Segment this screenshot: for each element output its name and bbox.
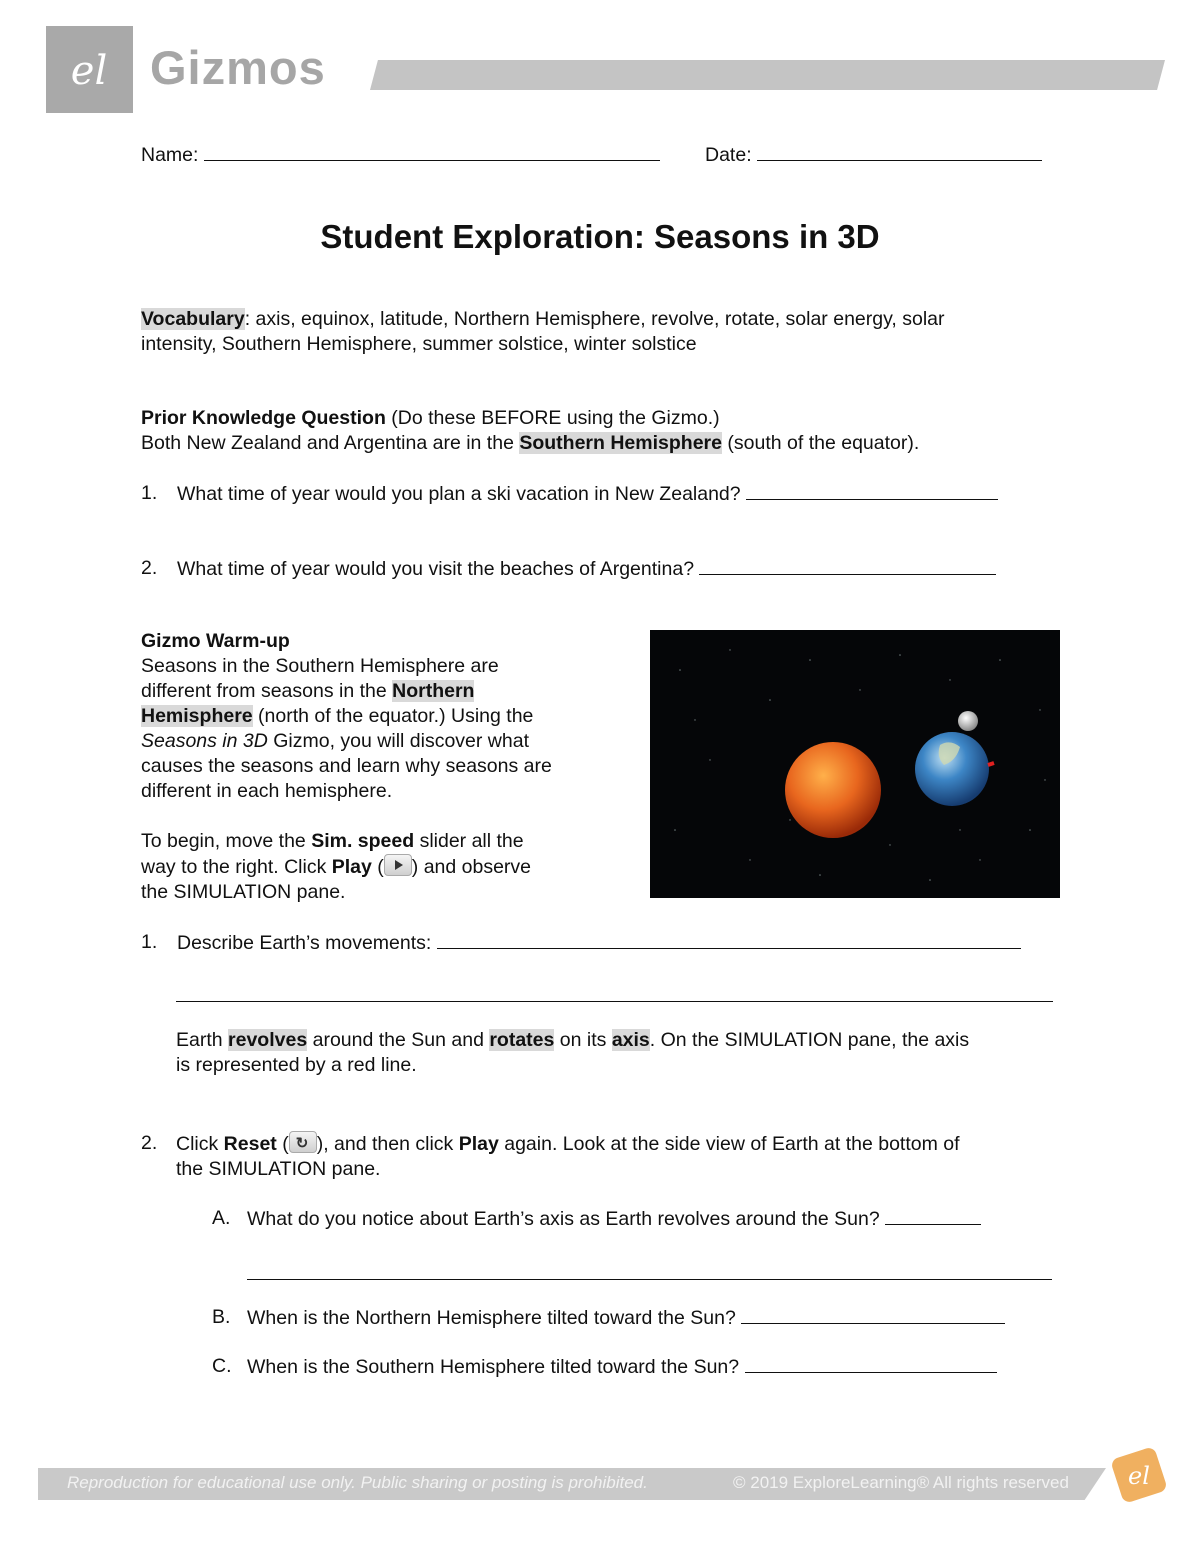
question-number: 1. xyxy=(141,482,158,504)
name-field xyxy=(141,142,660,168)
warmup-line: ) and observe xyxy=(411,856,532,878)
moon-icon xyxy=(958,711,978,731)
question-text: Click xyxy=(176,1133,224,1155)
hemisphere-term: Hemisphere xyxy=(141,705,253,727)
svg-text:el: el xyxy=(70,48,108,94)
answer-blank[interactable] xyxy=(746,481,998,500)
vocabulary-label: Vocabulary xyxy=(141,308,245,330)
vocabulary-terms-2: intensity, Southern Hemisphere, summer solstice, winter solstice xyxy=(141,333,697,355)
southern-hemisphere-term: Southern Hemisphere xyxy=(519,432,722,454)
date-blank[interactable] xyxy=(757,142,1042,161)
warmup-line: different from seasons in the xyxy=(141,680,393,702)
footer-notice: Reproduction for educational use only. Public sharing or posting is prohibited. xyxy=(67,1473,648,1492)
question-text: again. Look at the side view of Earth at the bottom of xyxy=(498,1133,960,1155)
note-text: is represented by a red line. xyxy=(176,1054,417,1076)
axis-line-icon xyxy=(988,763,994,765)
gizmos-logo xyxy=(46,26,133,113)
revolves-term: revolves xyxy=(228,1029,308,1051)
svg-text:el: el xyxy=(1128,1462,1150,1490)
page-title: Student Exploration: Seasons in 3D xyxy=(320,218,880,255)
sub-label: C. xyxy=(212,1355,232,1377)
warmup-line: causes the seasons and learn why seasons are xyxy=(141,755,552,777)
answer-blank[interactable] xyxy=(176,983,1053,1002)
question-text: When is the Southern Hemisphere tilted toward the Sun? xyxy=(247,1356,740,1378)
question-2c xyxy=(212,1354,997,1380)
warmup-line: (north of the equator.) Using the xyxy=(252,705,534,727)
note-text: around the Sun and xyxy=(307,1029,490,1051)
header-bar xyxy=(370,60,1165,90)
play-term: Play xyxy=(331,856,372,878)
paren: ( xyxy=(276,1133,289,1155)
paren: ( xyxy=(371,856,384,878)
brand-name: Gizmos xyxy=(150,41,326,94)
prior-question-2 xyxy=(141,556,996,582)
northern-term: Northern xyxy=(392,680,475,702)
warmup-question-2 xyxy=(141,1131,1071,1182)
el-logo-icon xyxy=(46,26,133,113)
prior-heading-note: (Do these BEFORE using the Gizmo.) xyxy=(385,407,720,429)
vocabulary-terms-1: : axis, equinox, latitude, Northern Hemisphere, revolve, rotate, solar energy, solar xyxy=(244,308,945,330)
answer-blank[interactable] xyxy=(745,1354,997,1373)
axis-term: axis xyxy=(611,1029,650,1051)
prior-intro: Both New Zealand and Argentina are in the xyxy=(141,432,520,454)
answer-blank[interactable] xyxy=(247,1261,1052,1280)
question-text: Describe Earth’s movements: xyxy=(177,932,432,954)
note-text: . On the SIMULATION pane, the axis xyxy=(649,1029,970,1051)
answer-blank[interactable] xyxy=(699,556,996,575)
reset-button-icon: ↻ xyxy=(289,1131,317,1153)
reset-term: Reset xyxy=(223,1133,277,1155)
warmup-line: Seasons in the Southern Hemisphere are xyxy=(141,655,499,677)
question-number: 1. xyxy=(141,931,158,953)
question-text: the SIMULATION pane. xyxy=(176,1158,381,1180)
question-text: What time of year would you visit the beaches of Argentina? xyxy=(177,558,695,580)
question-2a xyxy=(212,1206,981,1232)
play-button-icon xyxy=(384,854,412,876)
warmup-section xyxy=(141,629,621,905)
note-text: Earth xyxy=(176,1029,229,1051)
warmup-line: way to the right. Click xyxy=(141,856,332,878)
sun-icon xyxy=(785,742,881,838)
sub-label: A. xyxy=(212,1207,231,1229)
rotates-term: rotates xyxy=(489,1029,555,1051)
name-label: Name: xyxy=(141,144,199,166)
prior-knowledge-section xyxy=(141,406,1061,456)
question-2b xyxy=(212,1305,1005,1331)
prior-heading: Prior Knowledge Question xyxy=(141,407,386,429)
answer-blank[interactable] xyxy=(741,1305,1005,1324)
date-label: Date: xyxy=(705,144,752,166)
warmup-line: Gizmo, you will discover what xyxy=(267,730,529,752)
el-logo-icon xyxy=(1108,1446,1170,1504)
earth-movement-note xyxy=(176,1028,1066,1078)
question-number: 2. xyxy=(141,1132,158,1154)
warmup-question-1 xyxy=(141,930,1021,956)
answer-blank[interactable] xyxy=(437,930,1021,949)
warmup-line: To begin, move the xyxy=(141,830,312,852)
gizmo-title-italic: Seasons in 3D xyxy=(141,730,268,752)
question-number: 2. xyxy=(141,557,158,579)
date-field xyxy=(705,142,1042,168)
warmup-line: the SIMULATION pane. xyxy=(141,881,346,903)
warmup-heading: Gizmo Warm-up xyxy=(141,630,290,652)
sim-speed-term: Sim. speed xyxy=(311,830,415,852)
name-blank[interactable] xyxy=(204,142,660,161)
prior-question-1 xyxy=(141,481,998,507)
note-text: on its xyxy=(554,1029,612,1051)
prior-intro-end: (south of the equator). xyxy=(721,432,920,454)
sub-label: B. xyxy=(212,1306,231,1328)
play-term: Play xyxy=(458,1133,499,1155)
question-text: ), and then click xyxy=(316,1133,459,1155)
footer-copyright: © 2019 ExploreLearning® All rights reserved xyxy=(733,1473,1069,1492)
simulation-image xyxy=(650,630,1060,898)
vocabulary-section xyxy=(141,307,1061,357)
answer-blank[interactable] xyxy=(885,1206,981,1225)
footer-logo xyxy=(1108,1446,1170,1504)
question-text: What time of year would you plan a ski vacation in New Zealand? xyxy=(177,483,741,505)
question-text: What do you notice about Earth’s axis as Earth revolves around the Sun? xyxy=(247,1208,880,1230)
warmup-line: different in each hemisphere. xyxy=(141,780,393,802)
question-text: When is the Northern Hemisphere tilted toward the Sun? xyxy=(247,1307,736,1329)
warmup-line: slider all the xyxy=(414,830,524,852)
